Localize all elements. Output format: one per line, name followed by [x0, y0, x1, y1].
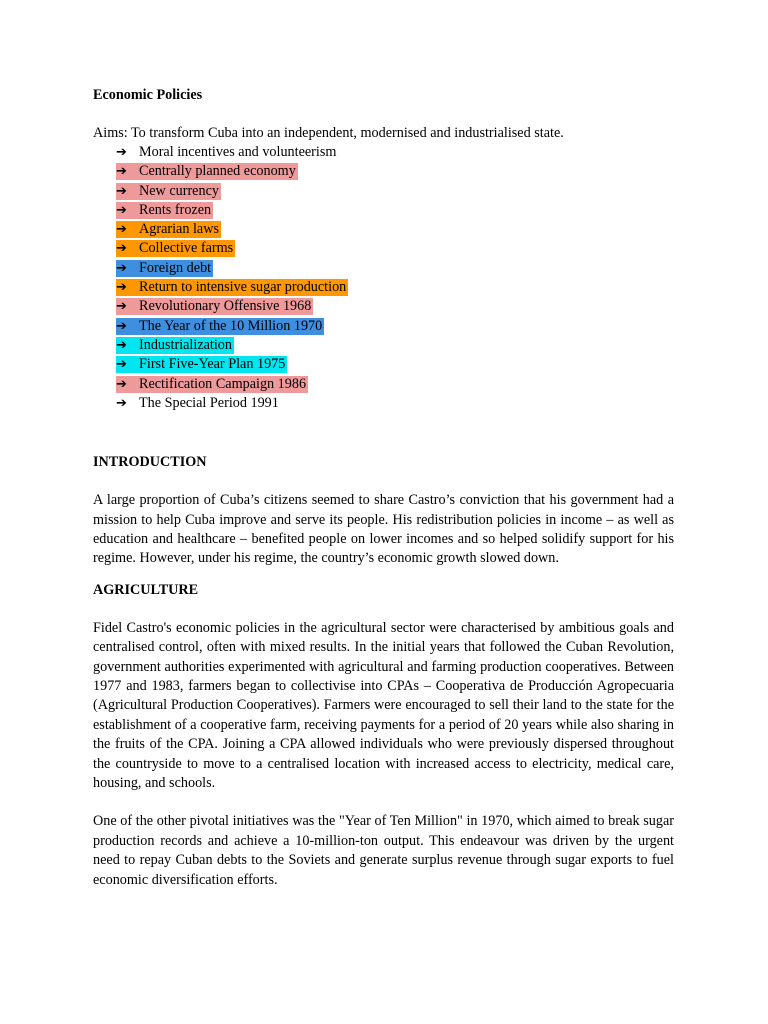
policy-list-item — [116, 259, 674, 278]
policy-list-item — [116, 317, 674, 336]
policy-list-item — [116, 162, 674, 181]
agriculture-paragraph: Fidel Castro's economic policies in the agricultural sector were characterised by ambitious goals and centralised control, often with mixed results. In the initial years that followed the Cuban Revolution, government authorities experimented with agricultural and farming production cooperatives. Between 1977 and 1983, farmers began to collectivise into CPAs – Cooperativa de Producción Agropecuaria (Agricultural Production Cooperatives). Farmers were encouraged to sell their land to the state for the establishment of a cooperative farm, receiving payments for a period of 20 years while also sharing in the fruits of the CPA. Joining a CPA allowed individuals who were previously dispersed throughout the countryside to move to a centralised location with increased access to electricity, medical care, housing, and schools. — [93, 619, 674, 792]
highlighted-item — [116, 395, 281, 412]
introduction-heading: INTRODUCTION — [93, 454, 207, 471]
policy-list-item — [116, 297, 674, 316]
policy-label: First Five-Year Plan 1975 — [139, 356, 286, 373]
highlighted-item — [116, 240, 235, 257]
policy-label: Moral incentives and volunteerism — [139, 144, 337, 160]
document-title: Economic Policies — [93, 87, 203, 103]
policy-label: Rents frozen — [139, 201, 212, 218]
arrow-right-icon: ➔ — [116, 318, 127, 334]
policy-list-item — [116, 394, 674, 413]
policy-list — [93, 143, 674, 413]
policy-list-item — [116, 182, 674, 201]
highlighted-item — [116, 202, 213, 219]
policy-label: The Year of the 10 Million 1970 — [139, 317, 323, 334]
policy-label: Foreign debt — [139, 259, 212, 276]
arrow-right-icon: ➔ — [116, 260, 127, 276]
arrow-right-icon: ➔ — [116, 202, 127, 218]
policy-list-item — [116, 278, 674, 297]
highlighted-item — [116, 298, 313, 315]
highlighted-item — [116, 183, 221, 200]
policy-list-item — [116, 336, 674, 355]
arrow-right-icon: ➔ — [116, 337, 127, 353]
arrow-right-icon: ➔ — [116, 395, 127, 411]
policy-label: New currency — [139, 182, 219, 199]
policy-list-item — [116, 239, 674, 258]
arrow-right-icon: ➔ — [116, 145, 127, 160]
arrow-right-icon: ➔ — [116, 183, 127, 199]
policy-label: Collective farms — [139, 240, 234, 257]
highlighted-item — [116, 337, 234, 354]
highlighted-item — [116, 318, 324, 335]
highlighted-item — [116, 144, 338, 161]
highlighted-item — [116, 163, 298, 180]
policy-label: Return to intensive sugar production — [139, 279, 347, 296]
arrow-right-icon: ➔ — [116, 164, 127, 180]
policy-label: Revolutionary Offensive 1968 — [139, 298, 312, 315]
policy-list-item — [116, 375, 674, 394]
arrow-right-icon: ➔ — [116, 222, 127, 238]
policy-label: Industrialization — [139, 336, 232, 353]
arrow-right-icon: ➔ — [116, 241, 127, 257]
policy-list-item — [116, 220, 674, 239]
highlighted-item — [116, 221, 221, 238]
agriculture-paragraph: One of the other pivotal initiatives was the "Year of Ten Million" in 1970, which aimed to break sugar production records and achieve a 10-million-ton output. This endeavour was driven by the urgent need to repay Cuban debts to the Soviets and generate surplus revenue through sugar exports to fuel economic diversification efforts. — [93, 813, 674, 888]
policy-list-item — [116, 201, 674, 220]
highlighted-item — [116, 279, 348, 296]
policy-label: Agrarian laws — [139, 221, 219, 238]
policy-list-item — [116, 143, 674, 162]
agriculture-heading: AGRICULTURE — [93, 581, 199, 598]
highlighted-item — [116, 260, 213, 277]
introduction-paragraph: A large proportion of Cuba’s citizens seemed to share Castro’s conviction that his government had a mission to help Cuba improve and serve its people. His redistribution policies in income – as well as education and healthcare – benefited people on lower incomes and so helped solidify support for his regime. However, under his regime, the country’s economic growth slowed down. — [93, 492, 674, 567]
policy-list-item — [116, 355, 674, 374]
arrow-right-icon: ➔ — [116, 280, 127, 296]
aims-statement: Aims: To transform Cuba into an independent, modernised and industrialised state. — [93, 125, 564, 141]
policy-label: Rectification Campaign 1986 — [139, 375, 307, 392]
arrow-right-icon: ➔ — [116, 299, 127, 315]
policy-label: The Special Period 1991 — [139, 394, 279, 411]
highlighted-item — [116, 376, 308, 393]
document-page — [93, 86, 674, 890]
highlighted-item — [116, 356, 287, 373]
policy-label: Centrally planned economy — [139, 163, 296, 180]
arrow-right-icon: ➔ — [116, 376, 127, 392]
arrow-right-icon: ➔ — [116, 357, 127, 373]
